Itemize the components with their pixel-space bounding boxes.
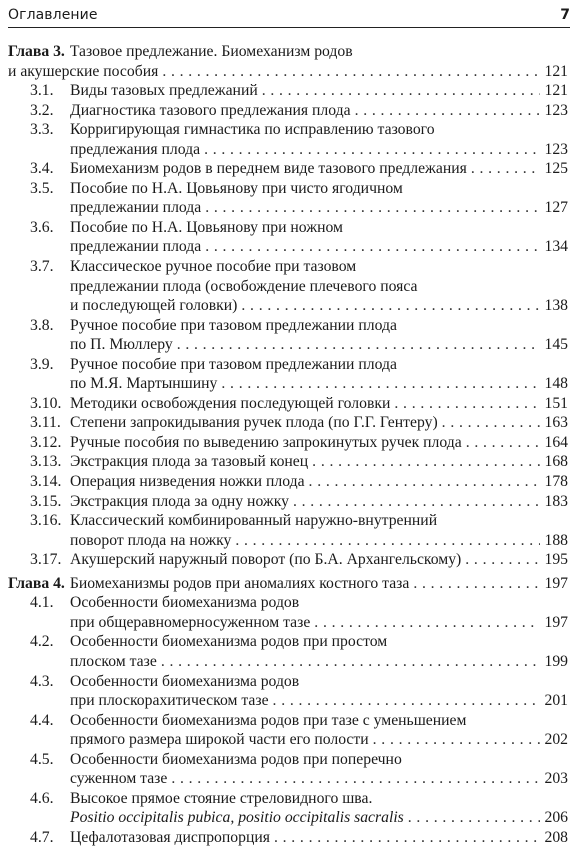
dot-leader: [273, 691, 540, 711]
dot-leader: [241, 296, 540, 316]
section-number: 4.7.: [30, 828, 54, 846]
section-title-text: Особенности биомеханизма родов при простом: [70, 633, 388, 651]
section-page-number: 145: [544, 336, 568, 354]
toc-entry-line: [0, 374, 580, 394]
toc-entry-line: [0, 730, 580, 750]
page-number: 7: [560, 7, 570, 23]
section-title-text: Классический комбинированный наружно-внутренний: [70, 512, 438, 530]
toc-entry-line: [0, 593, 580, 613]
toc-entry-line: [0, 492, 580, 512]
toc-entry-line: [0, 218, 580, 238]
section-title-text: прямого размера широкой части его полости: [70, 731, 369, 749]
toc-entry[interactable]: [0, 101, 580, 121]
toc-entry-line: [0, 198, 580, 218]
section-page-number: 168: [544, 453, 568, 471]
dot-leader: [442, 413, 540, 433]
toc-entry-line: [0, 120, 580, 140]
dot-leader: [177, 335, 540, 355]
dot-leader: [293, 492, 540, 512]
toc-entry[interactable]: [0, 120, 580, 159]
dot-leader: [309, 472, 540, 492]
section-title-text: Цефалотазовая диспропорция: [70, 828, 270, 846]
chapter-title-text: и акушерские пособия: [8, 62, 159, 80]
toc-entry[interactable]: [0, 179, 580, 218]
section-title-text: Высокое прямое стояние стреловидного шва.: [70, 789, 373, 807]
dot-leader: [355, 101, 540, 121]
dot-leader: [205, 198, 540, 218]
toc-entry-line: [0, 81, 580, 101]
section-number: 4.3.: [30, 672, 54, 690]
section-title-text: Ручное пособие при тазовом предлежании плода: [70, 355, 397, 373]
toc-entry-line: [0, 531, 580, 551]
table-of-contents: [0, 42, 580, 847]
toc-entry-line: [0, 413, 580, 433]
section-title-text: Операция низведения ножки плода: [70, 473, 305, 491]
toc-entry[interactable]: [0, 550, 580, 570]
section-number: 3.7.: [30, 258, 54, 276]
section-number: 3.9.: [30, 355, 54, 373]
dot-leader: [314, 613, 540, 633]
section-title-text: Особенности биомеханизма родов: [70, 672, 300, 690]
section-number: 3.4.: [30, 160, 54, 178]
toc-entry-line: [0, 296, 580, 316]
section-title-text: Особенности биомеханизма родов при тазе с уменьшением: [70, 711, 467, 729]
chapter-title-text: Тазовое предлежание. Биомеханизм родов: [69, 43, 353, 60]
toc-entry-line: [0, 789, 580, 809]
section-page-number: 138: [544, 297, 568, 315]
dot-leader: [413, 574, 540, 594]
running-header: [8, 6, 570, 28]
section-title-text: суженном тазе: [70, 770, 168, 788]
section-page-number: 125: [544, 160, 568, 178]
toc-entry-line: [0, 808, 580, 828]
section-page-number: 203: [544, 770, 568, 788]
section-title-text: при плоскорахитическом тазе: [70, 692, 269, 710]
section-number: 3.17.: [30, 551, 62, 569]
section-number: 3.15.: [30, 492, 62, 510]
dot-leader: [221, 374, 540, 394]
section-title-text: по П. Мюллеру: [70, 336, 173, 354]
section-number: 4.1.: [30, 594, 54, 612]
toc-entry-line: [0, 472, 580, 492]
chapter-page-number: 121: [544, 62, 568, 80]
section-number: 3.5.: [30, 179, 54, 197]
section-title-text: предлежании плода: [70, 238, 202, 256]
section-title-text: по М.Я. Мартыншину: [70, 375, 218, 393]
dot-leader: [171, 769, 540, 789]
toc-entry-line: [0, 433, 580, 453]
section-title-text: предлежании плода (освобождение плечевого пояса: [70, 277, 418, 295]
toc-entry-line: [0, 101, 580, 121]
section-page-number: 127: [544, 199, 568, 217]
section-number: 3.8.: [30, 316, 54, 334]
section-title-text: Ручные пособия по выведению запрокинутых ручек плода: [70, 433, 462, 451]
section-title-text: и последующей головки): [70, 297, 238, 315]
section-page-number: 164: [544, 433, 568, 451]
chapter-page-number: 197: [544, 574, 568, 592]
toc-entry[interactable]: [0, 711, 580, 750]
section-page-number: 121: [544, 82, 568, 100]
toc-entry-line: [0, 316, 580, 336]
section-title-text: Диагностика тазового предлежания плода: [70, 101, 351, 119]
section-page-number: 197: [544, 613, 568, 631]
dot-leader: [162, 62, 540, 82]
toc-entry-line: [0, 769, 580, 789]
running-header-title: Оглавление: [8, 7, 98, 23]
section-number: 3.14.: [30, 473, 62, 491]
toc-entry-line: [0, 672, 580, 692]
section-title-text: поворот плода на ножку: [70, 531, 232, 549]
section-page-number: 163: [544, 414, 568, 432]
toc-entry-line: [0, 159, 580, 179]
toc-entry[interactable]: [0, 472, 580, 492]
dot-leader: [204, 140, 540, 160]
section-page-number: 195: [544, 551, 568, 569]
section-number: 3.6.: [30, 218, 54, 236]
toc-entry-line: [0, 632, 580, 652]
section-number: 4.4.: [30, 711, 54, 729]
section-title-text: Виды тазовых предлежаний: [70, 82, 258, 100]
dot-leader: [205, 237, 540, 257]
section-number: 3.16.: [30, 512, 62, 530]
toc-entry-line: [0, 355, 580, 375]
section-page-number: 148: [544, 375, 568, 393]
toc-entry[interactable]: [0, 789, 580, 828]
section-title-text: Positio occipitalis pubica, positio occipitalis sacralis: [70, 809, 404, 827]
section-number: 4.5.: [30, 750, 54, 768]
toc-entry-line: [0, 828, 580, 848]
chapter-title-line[interactable]: [0, 62, 580, 82]
section-number: 3.10.: [30, 394, 62, 412]
toc-entry-line: [0, 277, 580, 297]
section-page-number: 151: [544, 394, 568, 412]
section-title-text: плоском тазе: [70, 652, 157, 670]
dot-leader: [471, 159, 540, 179]
section-number: 3.3.: [30, 121, 54, 139]
section-number: 3.12.: [30, 433, 62, 451]
toc-entry[interactable]: [0, 632, 580, 671]
toc-entry[interactable]: [0, 394, 580, 414]
section-page-number: 183: [544, 492, 568, 510]
toc-entry-line: [0, 511, 580, 531]
toc-entry[interactable]: [0, 218, 580, 257]
section-page-number: 201: [544, 692, 568, 710]
toc-entry-line: [0, 550, 580, 570]
toc-entry[interactable]: [0, 492, 580, 512]
chapter-title-line[interactable]: [0, 574, 580, 594]
toc-entry[interactable]: [0, 672, 580, 711]
toc-entry[interactable]: [0, 452, 580, 472]
dot-leader: [235, 531, 540, 551]
section-page-number: 123: [544, 140, 568, 158]
section-title-text: предлежания плода: [70, 140, 201, 158]
section-page-number: 208: [544, 828, 568, 846]
section-title-text: при общеравномерносуженном тазе: [70, 613, 311, 631]
section-title-text: Методики освобождения последующей головки: [70, 394, 391, 412]
chapter-block: [0, 42, 580, 570]
section-page-number: 178: [544, 473, 568, 491]
toc-entry-line: [0, 140, 580, 160]
section-page-number: 202: [544, 731, 568, 749]
toc-entry-line: [0, 652, 580, 672]
toc-entry-line: [0, 257, 580, 277]
toc-entry[interactable]: [0, 159, 580, 179]
dot-leader: [466, 433, 540, 453]
chapter-block: [0, 574, 580, 848]
toc-entry[interactable]: [0, 593, 580, 632]
toc-entry[interactable]: [0, 433, 580, 453]
section-page-number: 199: [544, 652, 568, 670]
dot-leader: [373, 730, 540, 750]
section-page-number: 123: [544, 101, 568, 119]
toc-entry-line: [0, 711, 580, 731]
toc-entry-line: [0, 179, 580, 199]
toc-entry-line: [0, 394, 580, 414]
toc-entry[interactable]: [0, 81, 580, 101]
dot-leader: [465, 550, 540, 570]
section-title-text: Экстракция плода за одну ножку: [70, 492, 289, 510]
section-title-text: предлежании плода: [70, 199, 202, 217]
section-number: 3.13.: [30, 453, 62, 471]
toc-entry-line: [0, 452, 580, 472]
section-number: 3.2.: [30, 101, 54, 119]
section-title-text: Пособие по Н.А. Цовьянову при ножном: [70, 218, 343, 236]
section-title-text: Пособие по Н.А. Цовьянову при чисто ягодичном: [70, 179, 403, 197]
toc-entry-line: [0, 237, 580, 257]
chapter-title-line[interactable]: [0, 42, 580, 62]
section-title-text: Экстракция плода за тазовый конец: [70, 453, 309, 471]
toc-entry-line: [0, 613, 580, 633]
section-title-text: Корригирующая гимнастика по исправлению тазового: [70, 121, 435, 139]
dot-leader: [262, 81, 540, 101]
toc-entry-line: [0, 691, 580, 711]
chapter-label: Глава 3.: [8, 43, 65, 60]
section-title-text: Биомеханизм родов в переднем виде тазового предлежания: [70, 160, 467, 178]
toc-entry[interactable]: [0, 355, 580, 394]
toc-entry[interactable]: [0, 257, 580, 316]
section-number: 3.1.: [30, 82, 54, 100]
toc-entry[interactable]: [0, 316, 580, 355]
header-rule: [8, 27, 570, 28]
toc-entry[interactable]: [0, 750, 580, 789]
section-page-number: 134: [544, 238, 568, 256]
section-page-number: 206: [544, 809, 568, 827]
toc-entry[interactable]: [0, 511, 580, 550]
toc-entry[interactable]: [0, 413, 580, 433]
section-title-text: Особенности биомеханизма родов: [70, 594, 300, 612]
section-page-number: 188: [544, 531, 568, 549]
section-title-text: Ручное пособие при тазовом предлежании плода: [70, 316, 397, 334]
toc-entry[interactable]: [0, 828, 580, 848]
section-number: 4.6.: [30, 789, 54, 807]
chapter-label: Глава 4.: [8, 574, 65, 592]
section-title-text: Классическое ручное пособие при тазовом: [70, 258, 357, 276]
section-title-text: Особенности биомеханизма родов при поперечно: [70, 750, 402, 768]
dot-leader: [408, 808, 540, 828]
dot-leader: [161, 652, 540, 672]
section-number: 3.11.: [30, 414, 61, 432]
section-title-text: Акушерский наружный поворот (по Б.А. Архангельскому): [70, 551, 462, 569]
dot-leader: [274, 828, 540, 848]
dot-leader: [394, 394, 540, 414]
dot-leader: [312, 452, 540, 472]
toc-entry-line: [0, 335, 580, 355]
section-number: 4.2.: [30, 633, 54, 651]
toc-entry-line: [0, 750, 580, 770]
section-title-text: Степени запрокидывания ручек плода (по Г.Г. Гентеру): [70, 414, 438, 432]
chapter-title-text: Биомеханизмы родов при аномалиях костного таза: [69, 574, 410, 592]
